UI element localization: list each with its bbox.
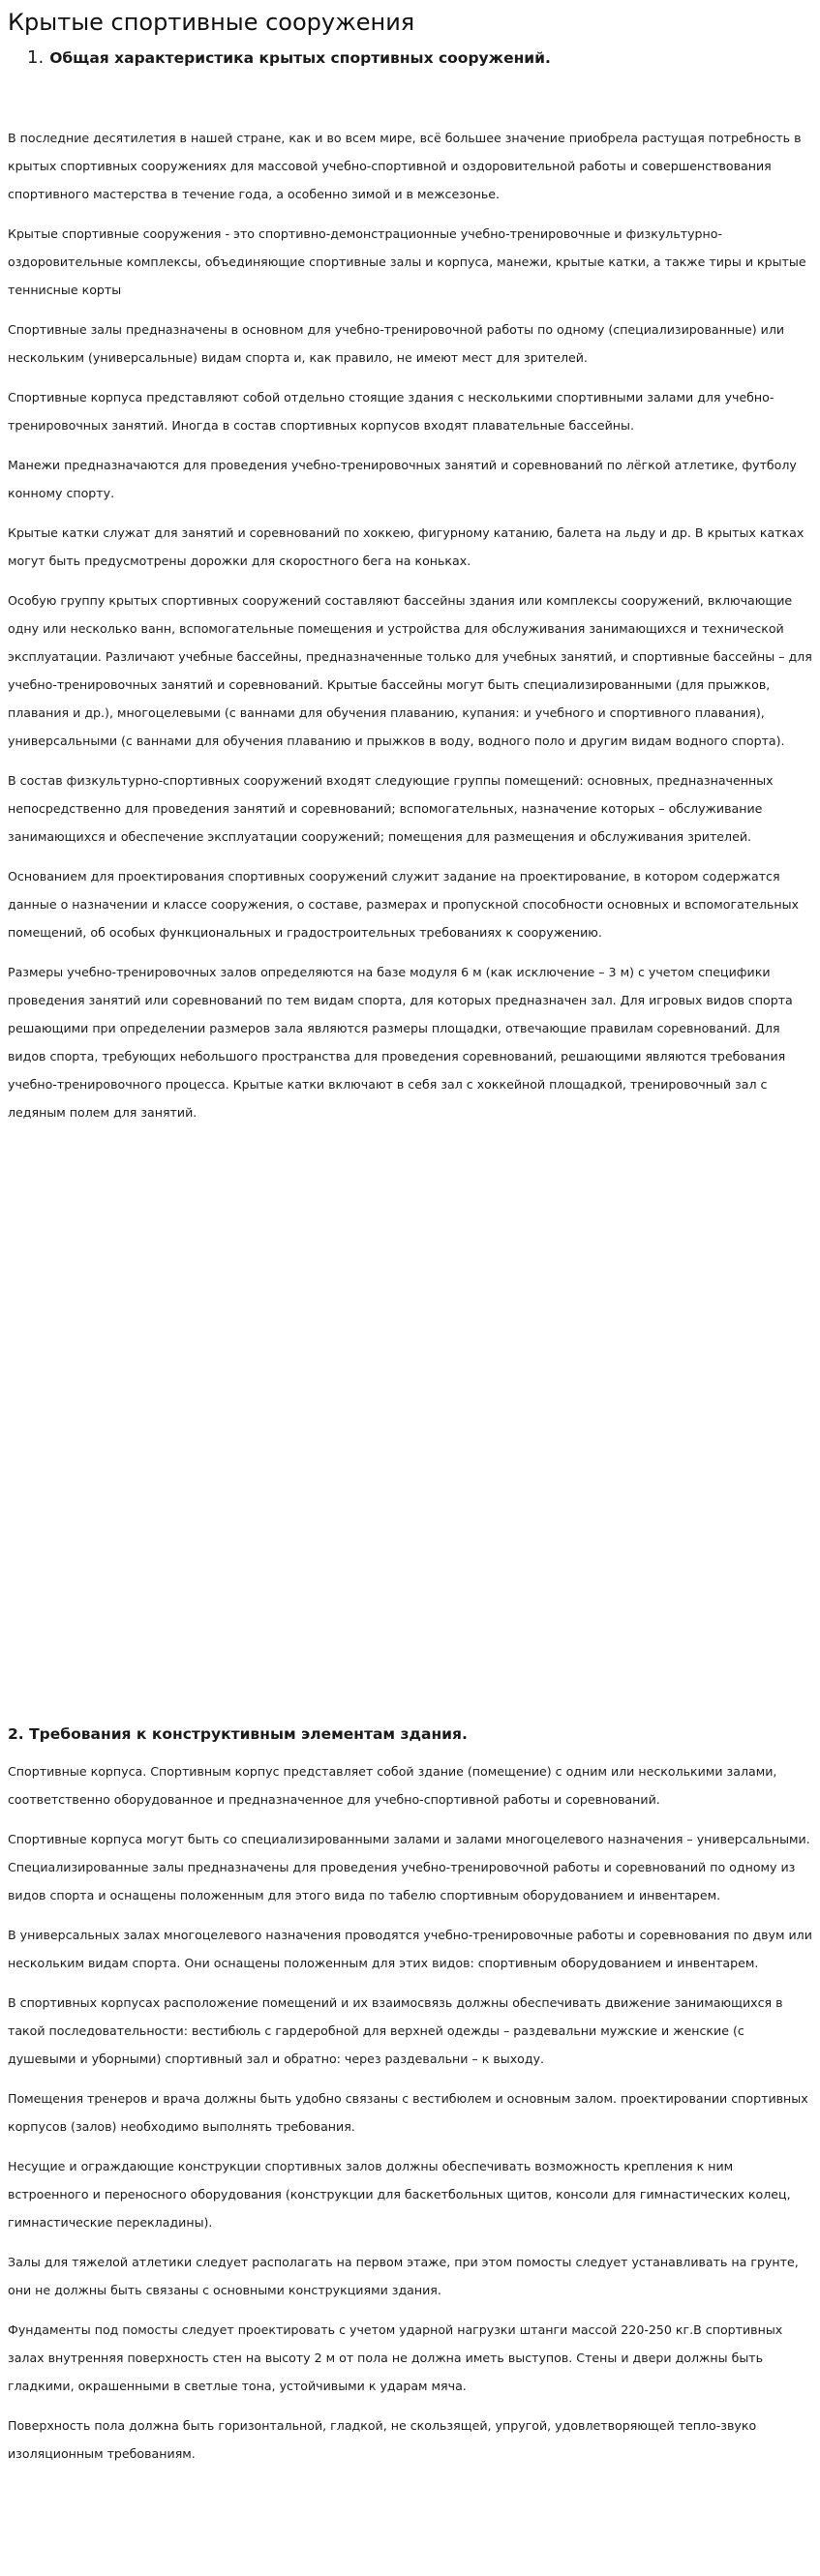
paragraph: В состав физкультурно-спортивных сооружений входят следующие группы помещений: основных, предназначенных непосредственно для проведения занятий и соревнований; вспомогательных, назначение которых – обслуживание занимающихся и обеспечение эксплуатации сооружений; помещения для размещения и обслуживания зрителей. [8, 773, 774, 844]
blank-space [8, 1138, 812, 1722]
paragraph: Размеры учебно-тренировочных залов определяются на базе модуля 6 м (как исключение – 3 м) с учетом специфики проведения занятий или соревнований по тем видам спорта, для которых предназначен зал. Для игровых видов спорта решающими при определении размеров зала являются размеры площадки, отвечающие правилам соревнований. Для видов спорта, требующих небольшого пространства для проведения соревнований, решающими являются требования учебно-тренировочного процесса. Крытые катки включают в себя зал с хоккейной площадкой, тренировочный зал с ледяным полем для занятий. [8, 965, 793, 1120]
paragraph: Залы для тяжелой атлетики следует располагать на первом этаже, при этом помосты следует устанавливать на грунте, они не должны быть связаны с основными конструкциями здания. [8, 2255, 799, 2297]
paragraph: Крытые катки служат для занятий и соревнований по хоккею, фигурному катанию, балета на льду и др. В крытых катках могут быть предусмотрены дорожки для скоростного бега на коньках. [8, 525, 805, 568]
paragraph: Фундаменты под помосты следует проектировать с учетом ударной нагрузки штанги массой 220-250 кг.В спортивных залах внутренняя поверхность стен на высоту 2 м от пола не должна иметь выступов. Стены и двери должны быть гладкими, окрашенными в светлые тона, устойчивыми к ударам мяча. [8, 2322, 783, 2393]
section-1-heading [27, 46, 812, 70]
paragraph: Спортивные корпуса. Спортивным корпус представляет собой здание (помещение) с одним или несколькими залами, соответственно оборудованное и предназначенное для учебно-спортивной работы и соревнований. [8, 1764, 777, 1807]
paragraph: Поверхность пола должна быть горизонтальной, гладкой, не скользящей, упругой, удовлетворяющей тепло-звуко изоляционным требованиям. [8, 2418, 757, 2461]
paragraph: Спортивные корпуса представляют собой отдельно стоящие здания с несколькими спортивными залами для учебно-тренировочных занятий. Иногда в состав спортивных корпусов входят плавательные бассейны. [8, 390, 774, 433]
page-title: Крытые спортивные сооружения [8, 9, 415, 36]
paragraph: Особую группу крытых спортивных сооружений составляют бассейны здания или комплексы сооружений, включающие одну или несколько ванн, вспомогательные помещения и устройства для обслуживания занимающихся и технической эксплуатации. Различают учебные бассейны, предназначенные только для учебных занятий, и спортивные бассейны – для учебно-тренировочных занятий и соревнований. Крытые бассейны могут быть специализированными (для прыжков, плавания и др.), многоцелевыми (с ваннами для обучения плаванию, купания: и учебного и спортивного плавания), универсальными (с ваннами для обучения плаванию и прыжков в воду, водного поло и другим видам водного спорта). [8, 593, 812, 748]
section-general-characteristics [8, 46, 812, 1126]
paragraph: Несущие и ограждающие конструкции спортивных залов должны обеспечивать возможность крепления к ним встроенного и переносного оборудования (конструкции для баскетбольных щитов, консоли для гимнастических колец, гимнастические перекладины). [8, 2159, 791, 2230]
paragraph: Крытые спортивные сооружения - это спортивно-демонстрационные учебно-тренировочные и физкультурно-оздоровительные комплексы, объединяющие спортивные залы и корпуса, манежи, крытые катки, а также тиры и крытые теннисные корты [8, 226, 806, 297]
paragraph: В спортивных корпусах расположение помещений и их взаимосвязь должны обеспечивать движение занимающихся в такой последовательности: вестибюль с гардеробной для верхней одежды – раздевальни мужские и женские (с душевыми и уборными) спортивный зал и обратно: через раздевальни – к выходу. [8, 1995, 783, 2066]
section-1-body [8, 124, 812, 1126]
paragraph: В последние десятилетия в нашей стране, как и во всем мире, всё большее значение приобрела растущая потребность в крытых спортивных сооружениях для массовой учебно-спортивной и оздоровительной работы и совершенствования спортивного мастерства в течение года, а особенно зимой и в межсезонье. [8, 131, 802, 201]
paragraph: В универсальных залах многоцелевого назначения проводятся учебно-тренировочные работы и соревнования по двум или нескольким видам спорта. Они оснащены положенным для этих видов: спортивным оборудованием и инвентарем. [8, 1928, 812, 1970]
section-1-number: 1. [27, 47, 45, 68]
paragraph: Спортивные залы предназначены в основном для учебно-тренировочной работы по одному (специализированные) или нескольким (универсальные) видам спорта и, как правило, не имеют мест для зрителей. [8, 322, 785, 365]
paragraph: Спортивные корпуса могут быть со специализированными залами и залами многоцелевого назначения – универсальными. Специализированные залы предназначены для проведения учебно-тренировочной работы и соревнований по одному из видов спорта и оснащены положенным для этого вида по табелю спортивным оборудованием и инвентарем. [8, 1832, 810, 1902]
section-1-title: Общая характеристика крытых спортивных сооружений. [49, 49, 551, 67]
paragraph: Манежи предназначаются для проведения учебно-тренировочных занятий и соревнований по лёгкой атлетике, футболу конному спорту. [8, 458, 797, 500]
section-structural-requirements [8, 1722, 812, 2468]
section-2-heading: 2. Требования к конструктивным элементам здания. [8, 1725, 468, 1743]
paragraph: Основанием для проектирования спортивных сооружений служит задание на проектирование, в котором содержатся данные о назначении и классе сооружения, о составе, размерах и пропускной способности основных и вспомогательных помещений, об особых функциональных и градостроительных требованиях к сооружению. [8, 869, 799, 940]
section-2-body [8, 1757, 812, 2468]
paragraph: Помещения тренеров и врача должны быть удобно связаны с вестибюлем и основным залом. проектировании спортивных корпусов (залов) необходимо выполнять требования. [8, 2091, 808, 2134]
